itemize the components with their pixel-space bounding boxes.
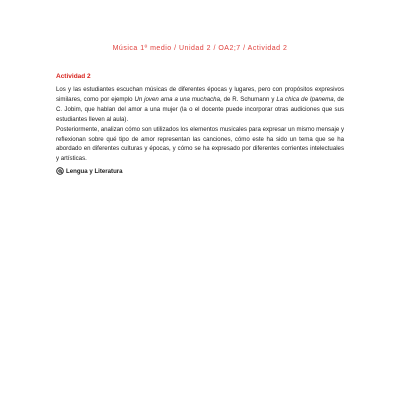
activity-paragraph-2: Posteriormente, analizan cómo son utilizados los elementos musicales para expresar un mismo mensaje y reflexionan sobre qué tipo de amor representan las canciones, cómo este ha sido un tema que se ha abordado en diferentes culturas y épocas, y cómo se ha expresado por diferentes corrientes intelectuales y artísticas.: [56, 125, 344, 163]
paragraph-1-text-a: Los y las estudiantes escuchan músicas de diferentes épocas y lugares, pero con propósitos expresivos similares, como por ejemplo: [56, 86, 344, 103]
song-title-jobim: La chica de Ipanema: [276, 95, 334, 103]
breadcrumb: Música 1º medio / Unidad 2 / OA2;7 / Actividad 2: [112, 45, 288, 52]
paragraph-1-text-b: , de R. Schumann y: [219, 95, 277, 103]
song-title-schumann: Un joven ama a una muchacha: [134, 95, 220, 103]
subject-link-lengua-literatura[interactable]: [56, 167, 344, 175]
activity-section: [56, 73, 344, 175]
subject-link-label: Lengua y Literatura: [66, 167, 123, 175]
paragraph-1-text-c: , de C. Jobim, que hablan del amor a una mujer (la o el docente puede incorporar otras audiciones que sus estudiantes lleven al aula).: [56, 95, 344, 123]
activity-title: Actividad 2: [56, 73, 91, 80]
at-sign-icon: [56, 167, 64, 175]
activity-paragraph-1: [56, 85, 344, 125]
